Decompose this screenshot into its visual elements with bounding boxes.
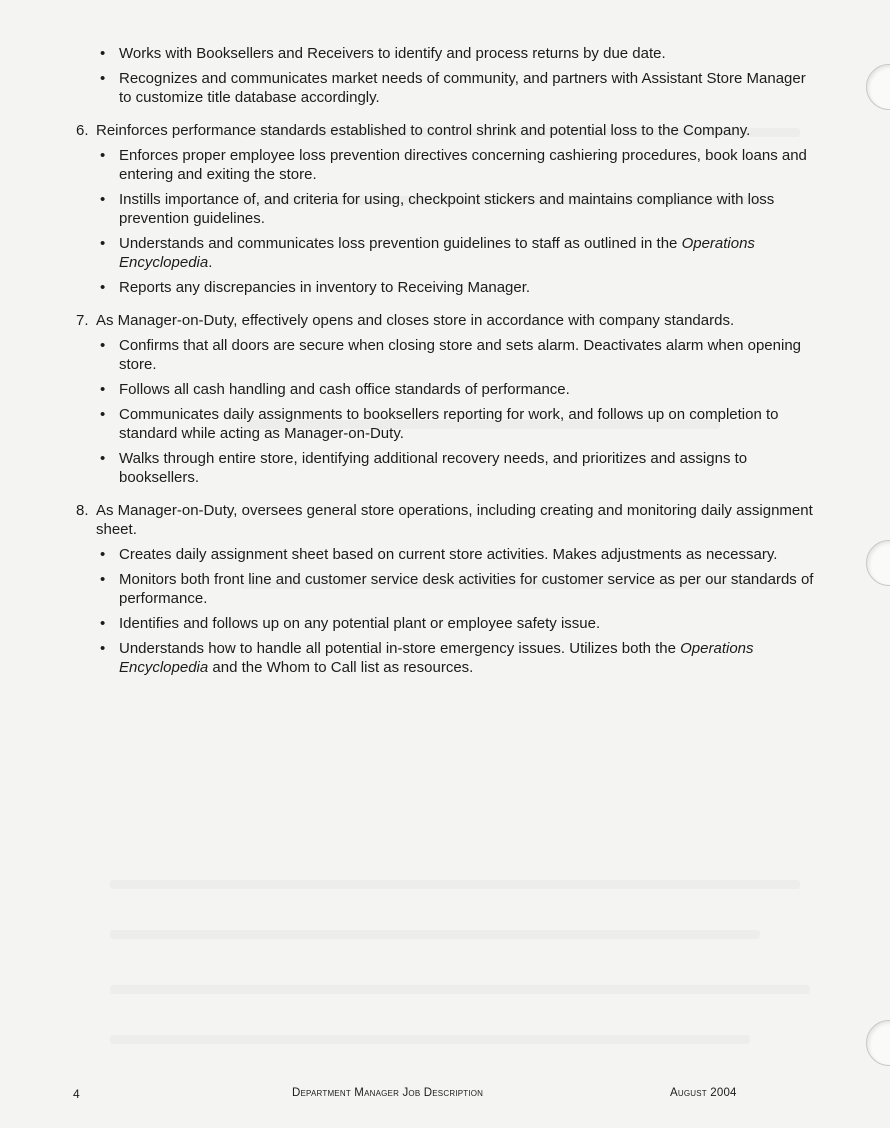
section-number: 8. <box>76 502 89 519</box>
section-title: Reinforces performance standards established to control shrink and potential loss to the Company. <box>96 122 751 139</box>
footer-date: August 2004 <box>670 1087 737 1099</box>
section-title: As Manager-on-Duty, oversees general store operations, including creating and monitoring daily assignment sheet. <box>96 502 813 538</box>
hole-punch <box>866 540 890 586</box>
section-8 <box>76 501 816 677</box>
list-item: • Creates daily assignment sheet based on current store activities. Makes adjustments as necessary. <box>76 545 816 564</box>
bullet-list <box>76 336 816 487</box>
list-item: • Monitors both front line and customer service desk activities for customer service as per our standards of performance. <box>76 570 816 608</box>
footer-title: Department Manager Job Description <box>292 1087 484 1099</box>
list-item-text: Understands and communicates loss prevention guidelines to staff as outlined in the <box>119 235 682 252</box>
bullet-list <box>76 146 816 297</box>
list-item: • Reports any discrepancies in inventory to Receiving Manager. <box>76 278 816 297</box>
list-item: • Walks through entire store, identifying additional recovery needs, and prioritizes and assigns to booksellers. <box>76 449 816 487</box>
list-item: • Enforces proper employee loss prevention directives concerning cashiering procedures, book loans and entering and exiting the store. <box>76 146 816 184</box>
bleed-through-line <box>110 930 760 939</box>
section-6 <box>76 121 816 297</box>
section-number: 6. <box>76 122 89 139</box>
list-item: • Communicates daily assignments to booksellers reporting for work, and follows up on completion to standard while acting as Manager-on-Duty. <box>76 405 816 443</box>
list-item-text: and the Whom to Call list as resources. <box>208 659 474 676</box>
list-item-text: Understands how to handle all potential in-store emergency issues. Utilizes both the <box>119 640 681 657</box>
section-title: As Manager-on-Duty, effectively opens and closes store in accordance with company standards. <box>96 312 735 329</box>
hole-punch <box>866 64 890 110</box>
list-item: • Identifies and follows up on any potential plant or employee safety issue. <box>76 614 816 633</box>
continued-bullet-list <box>76 44 816 107</box>
document-reference: Operations Encyclopedia <box>119 235 755 271</box>
bleed-through-line <box>110 880 800 889</box>
document-reference: Operations Encyclopedia <box>119 640 754 676</box>
document-body <box>76 44 816 683</box>
bleed-through-line <box>110 1035 750 1044</box>
list-item: • Recognizes and communicates market needs of community, and partners with Assistant Store Manager to customize title database accordingly. <box>76 69 816 107</box>
section-7 <box>76 311 816 487</box>
list-item: • Works with Booksellers and Receivers to identify and process returns by due date. <box>76 44 816 63</box>
section-heading <box>76 311 816 330</box>
bleed-through-line <box>110 985 810 994</box>
page-footer <box>0 1087 890 1107</box>
list-item: • Instills importance of, and criteria for using, checkpoint stickers and maintains compliance with loss prevention guidelines. <box>76 190 816 228</box>
section-heading <box>76 121 816 140</box>
section-heading <box>76 501 816 539</box>
list-item <box>76 234 816 272</box>
bullet-list <box>76 545 816 677</box>
list-item <box>76 639 816 677</box>
list-item: • Confirms that all doors are secure when closing store and sets alarm. Deactivates alarm when opening store. <box>76 336 816 374</box>
hole-punch <box>866 1020 890 1066</box>
list-item-text: . <box>208 254 213 271</box>
section-number: 7. <box>76 312 89 329</box>
page-number: 4 <box>73 1087 80 1101</box>
list-item: • Follows all cash handling and cash office standards of performance. <box>76 380 816 399</box>
